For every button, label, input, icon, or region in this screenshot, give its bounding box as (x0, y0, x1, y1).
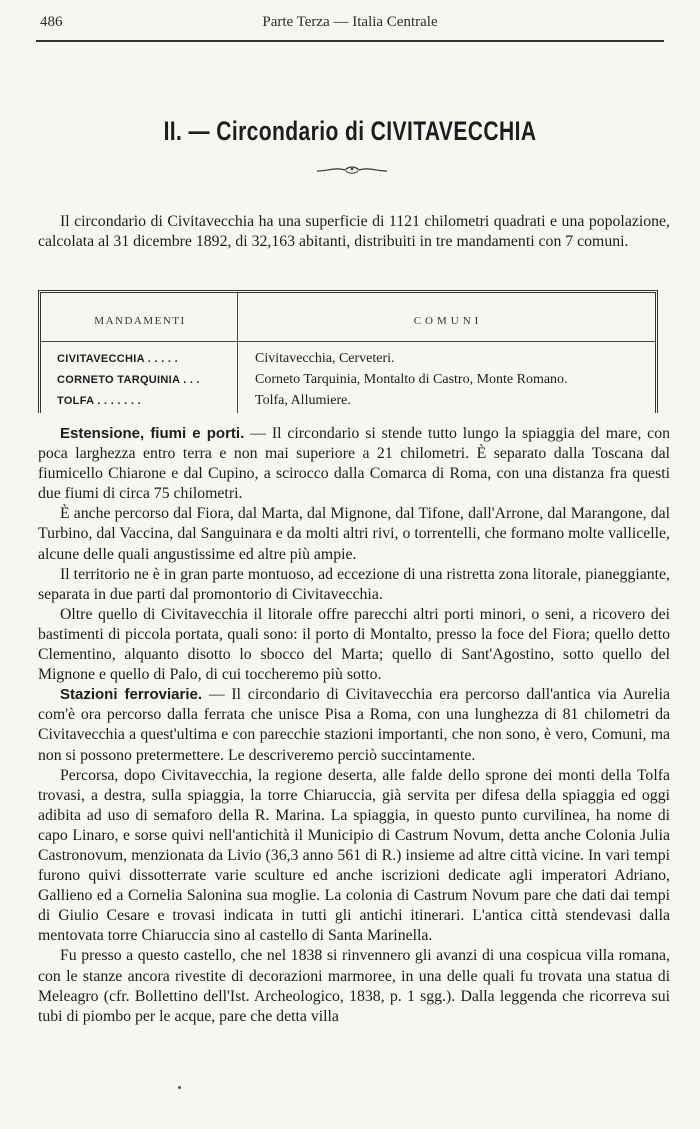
intro-paragraph: Il circondario di Civitavecchia ha una superficie di 1121 chilometri quadrati e una popolazione, calcolata al 31 dicembre 1892, di 32,163 abitanti, distribuiti in tre mandamenti con 7 comuni. (38, 213, 670, 250)
mandamento-cell: CORNETO TARQUINIA . . . (57, 374, 200, 386)
paragraph-text: Percorsa, dopo Civitavecchia, la regione deserta, alle falde dello sprone dei monti della Tolfa trovasi, a destra, sulla spiaggia, la torre Chiaruccia, già servita per difesa della spiaggia ed oggi adibita ad uso di semaforo della R. Marina. La spiaggia, in questo punto curvilinea, ha nome di capo Linaro, e sorse quivi nell'antichità il Municipio di Castrum Novum, detta anche Colonia Julia Castronovum, menzionata da Livio (36,3 anno 561 di R.) insieme ad altre città vicine. In vari tempi furono quivi dissotterrate varie sculture ed anche iscrizioni dedicate agli imperatori Adriano, Gallieno ed a Cornelia Salonina sua moglie. La colonia di Castrum Novum pare che dati dai tempi di Giulio Cesare e trovasi indicata in tutti gli antichi itinerari. L'antica città stendevasi dalla mentovata torre Chiaruccia sino al castello di Santa Marinella. (38, 766, 670, 945)
table-row (41, 351, 655, 371)
header-mandamenti: MANDAMENTI (94, 315, 186, 327)
ornament-divider (315, 164, 389, 176)
running-title: Parte Terza — Italia Centrale (262, 14, 438, 30)
comuni-cell: Tolfa, Allumiere. (255, 393, 351, 408)
page-number: 486 (40, 14, 63, 30)
paragraph-estensione (38, 424, 670, 504)
paragraph-text: Oltre quello di Civitavecchia il litorale offre parecchi altri porti minori, o seni, a ricovero dei bastimenti di piccola portata, quali sono: il porto di Montalto, presso la foce del Fiora; quello detto Clementino, alquanto disotto lo sbocco del Marta; quello di Sant'Agostino, sotto quello del Mignone e quello di Palo, di cui toccheremo più sotto. (38, 605, 670, 684)
paragraph (38, 504, 670, 564)
paragraph (38, 565, 670, 605)
paragraph (38, 766, 670, 947)
paragraph-text: È anche percorso dal Fiora, dal Marta, dal Mignone, dal Tifone, dall'Arrone, dal Marangone, dal Turbino, dal Vaccina, dal Sanguinara e da molti altri rivi, o torrentelli, che formano molte vallicelle, alcune delle quali angustissime ed altre più ampie. (38, 505, 670, 563)
paragraph-text: — Il circondario si stende tutto lungo la spiaggia del mare, con poca larghezza entro terra e non mai superiore a 21 chilometri. È separato dalla Toscana dal fiumicello Chiarone e dal Cupino, a scirocco dalla Comarca di Roma, con una distanza fra questi due fiumi di circa 75 chilometri. (38, 425, 670, 503)
mandamento-cell: CIVITAVECCHIA . . . . . (57, 353, 178, 365)
header-separator (41, 341, 655, 342)
comuni-cell: Corneto Tarquinia, Montalto di Castro, Monte Romano. (255, 372, 568, 387)
table-row (41, 393, 655, 413)
paragraph-text: Il territorio ne è in gran parte montuoso, ad eccezione di una ristretta zona litorale, pianeggiante, separata in due parti dal promontorio di Civitavecchia. (38, 565, 670, 603)
mandamenti-table (38, 290, 658, 413)
paragraph-stazioni (38, 685, 670, 765)
paragraph-text: — Il circondario di Civitavecchia era percorso dall'antica via Aurelia com'è ora percorso dalla ferrata che unisce Pisa a Roma, con una lunghezza di 81 chilometri da Civitavecchia a quest'ultima e con parecchie stazioni importanti, che non sono, è vero, Comuni, ma non si possono pretermettere. Le descriveremo perciò succintamente. (38, 686, 670, 764)
section-lead: Stazioni ferroviarie. (60, 686, 203, 704)
paragraph (38, 946, 670, 1026)
body-text (38, 424, 670, 1027)
section-lead: Estensione, fiumi e porti. (60, 425, 245, 442)
table-row (41, 372, 655, 392)
chapter-title: II. — Circondario di CIVITAVECCHIA (163, 116, 537, 146)
paragraph-text: Fu presso a questo castello, che nel 1838 si rinvennero gli avanzi di una cospicua villa romana, con le stanze ancora rivestite di decorazioni marmoree, in una delle quali fu trovata una statua di Meleagro (cfr. Bollettino dell'Ist. Archeologico, 1838, p. 1 sgg.). Dalla leggenda che ricorreva sui tubi di piombo per le acque, pare che detta villa (38, 947, 670, 1025)
comuni-cell: Civitavecchia, Cerveteri. (255, 351, 395, 366)
header-rule (36, 40, 664, 42)
header-comuni: COMUNI (413, 315, 483, 327)
paragraph (38, 605, 670, 685)
mandamento-cell: TOLFA . . . . . . . (57, 395, 141, 407)
stray-mark (178, 1086, 181, 1089)
